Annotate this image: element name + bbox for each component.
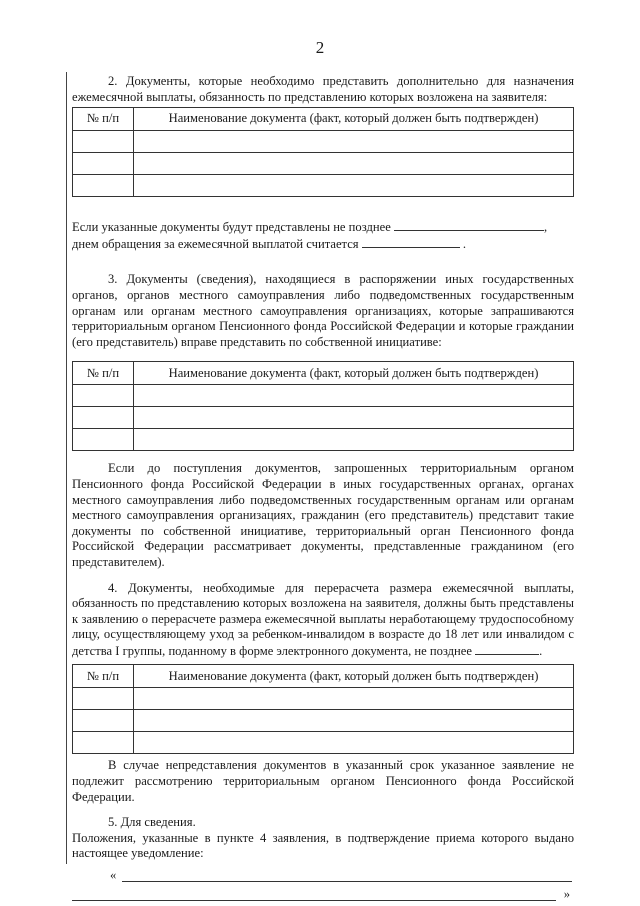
table-cell[interactable] xyxy=(73,385,134,407)
table-row[interactable] xyxy=(73,131,574,153)
table-row[interactable] xyxy=(73,175,574,197)
deadline-line-1 xyxy=(72,219,574,236)
table-cell[interactable] xyxy=(73,429,134,451)
table-header-row xyxy=(73,362,574,385)
section-2-table xyxy=(72,107,574,197)
deadline-label: Если указанные документы будут представлены не позднее xyxy=(72,220,391,235)
table-cell[interactable] xyxy=(134,385,574,407)
close-quote: » xyxy=(563,887,570,902)
column-document-header: Наименование документа (факт, который должен быть подтвержден) xyxy=(134,665,574,688)
section-3-note: Если до поступления документов, запрошенных территориальным органом Пенсионного фонда Российской Федерации в иных государственных органах, органах местного самоуправления либо подведомственных государственным органам или органам местного самоуправления организациях, гражданин (его представитель) представит такие документы по собственной инициативе, территориальный орган Пенсионного фонда Российской Федерации рассматривает документы, представленные гражданином (его представителем). xyxy=(72,461,574,569)
table-cell[interactable] xyxy=(134,710,574,732)
table-header-row xyxy=(73,665,574,688)
table-header-row xyxy=(73,108,574,131)
statement-blank-1[interactable] xyxy=(122,881,572,882)
table-row[interactable] xyxy=(73,732,574,754)
page-number: 2 xyxy=(315,38,325,57)
application-date-blank[interactable] xyxy=(362,236,460,248)
table-cell[interactable] xyxy=(134,732,574,754)
section-5-text: Положения, указанные в пункте 4 заявления, в подтверждение приема которого выдано настоящее уведомление: xyxy=(72,830,574,861)
statement-line-1[interactable] xyxy=(72,868,574,887)
column-document-header: Наименование документа (факт, который должен быть подтвержден) xyxy=(134,108,574,131)
table-cell[interactable] xyxy=(73,688,134,710)
table-cell[interactable] xyxy=(134,688,574,710)
period: . xyxy=(539,643,543,658)
column-number-header: № п/п xyxy=(73,665,134,688)
table-row[interactable] xyxy=(73,429,574,451)
table-cell[interactable] xyxy=(134,175,574,197)
comma: , xyxy=(543,220,548,235)
table-row[interactable] xyxy=(73,710,574,732)
table-cell[interactable] xyxy=(134,407,574,429)
table-cell[interactable] xyxy=(73,131,134,153)
statement-line-2[interactable] xyxy=(72,887,574,906)
period: . xyxy=(462,236,467,251)
recalc-deadline-blank[interactable] xyxy=(475,643,539,655)
left-margin-line xyxy=(66,72,67,864)
table-row[interactable] xyxy=(73,153,574,175)
table-cell[interactable] xyxy=(73,407,134,429)
document-body xyxy=(72,74,574,906)
column-number-header: № п/п xyxy=(73,108,134,131)
table-cell[interactable] xyxy=(73,732,134,754)
table-row[interactable] xyxy=(73,407,574,429)
open-quote: « xyxy=(110,868,117,883)
section-3-text: 3. Документы (сведения), находящиеся в распоряжении иных государственных органов, органов местного самоуправления либо подведомственных государственным органам или органам местного самоуправления организациях, которые запрашиваются территориальным органом Пенсионного фонда Российской Федерации и которые граждании (его представитель) вправе представить по собственной инициативе: xyxy=(72,272,574,349)
deadline-date-blank[interactable] xyxy=(394,219,544,231)
table-row[interactable] xyxy=(73,688,574,710)
section-4-text xyxy=(72,581,574,660)
table-cell[interactable] xyxy=(73,153,134,175)
statement-blank-2[interactable] xyxy=(72,900,556,901)
section-4-body: 4. Документы, необходимые для перерасчета размера ежемесячной выплаты, обязанность по представлению которых возложена на заявителя, должны быть представлены к заявлению о перерасчете размера ежемесячной выплаты неработающему трудоспособному лицу, осуществляющему уход за ребенком-инвалидом в возрасте до 18 лет или инвалидом с детства I группы, поданному в форме электронного документа, не позднее xyxy=(72,580,574,658)
column-document-header: Наименование документа (факт, который должен быть подтвержден) xyxy=(134,362,574,385)
table-cell[interactable] xyxy=(134,131,574,153)
section-4-note: В случае непредставления документов в указанный срок указанное заявление не подлежит рассмотрению территориальным органом Пенсионного фонда Российской Федерации. xyxy=(72,758,574,804)
table-cell[interactable] xyxy=(134,153,574,175)
column-number-header: № п/п xyxy=(73,362,134,385)
section-3-table xyxy=(72,361,574,451)
deadline-line-2 xyxy=(72,236,574,253)
section-4-table xyxy=(72,664,574,754)
section-2-text: 2. Документы, которые необходимо представить дополнительно для назначения ежемесячной выплаты, обязанность по представлению которых возложена на заявителя: xyxy=(72,74,574,104)
table-row[interactable] xyxy=(73,385,574,407)
application-date-label: днем обращения за ежемесячной выплатой считается xyxy=(72,236,359,251)
table-cell[interactable] xyxy=(134,429,574,451)
section-5-title: 5. Для сведения. xyxy=(108,815,196,830)
table-cell[interactable] xyxy=(73,175,134,197)
table-cell[interactable] xyxy=(73,710,134,732)
